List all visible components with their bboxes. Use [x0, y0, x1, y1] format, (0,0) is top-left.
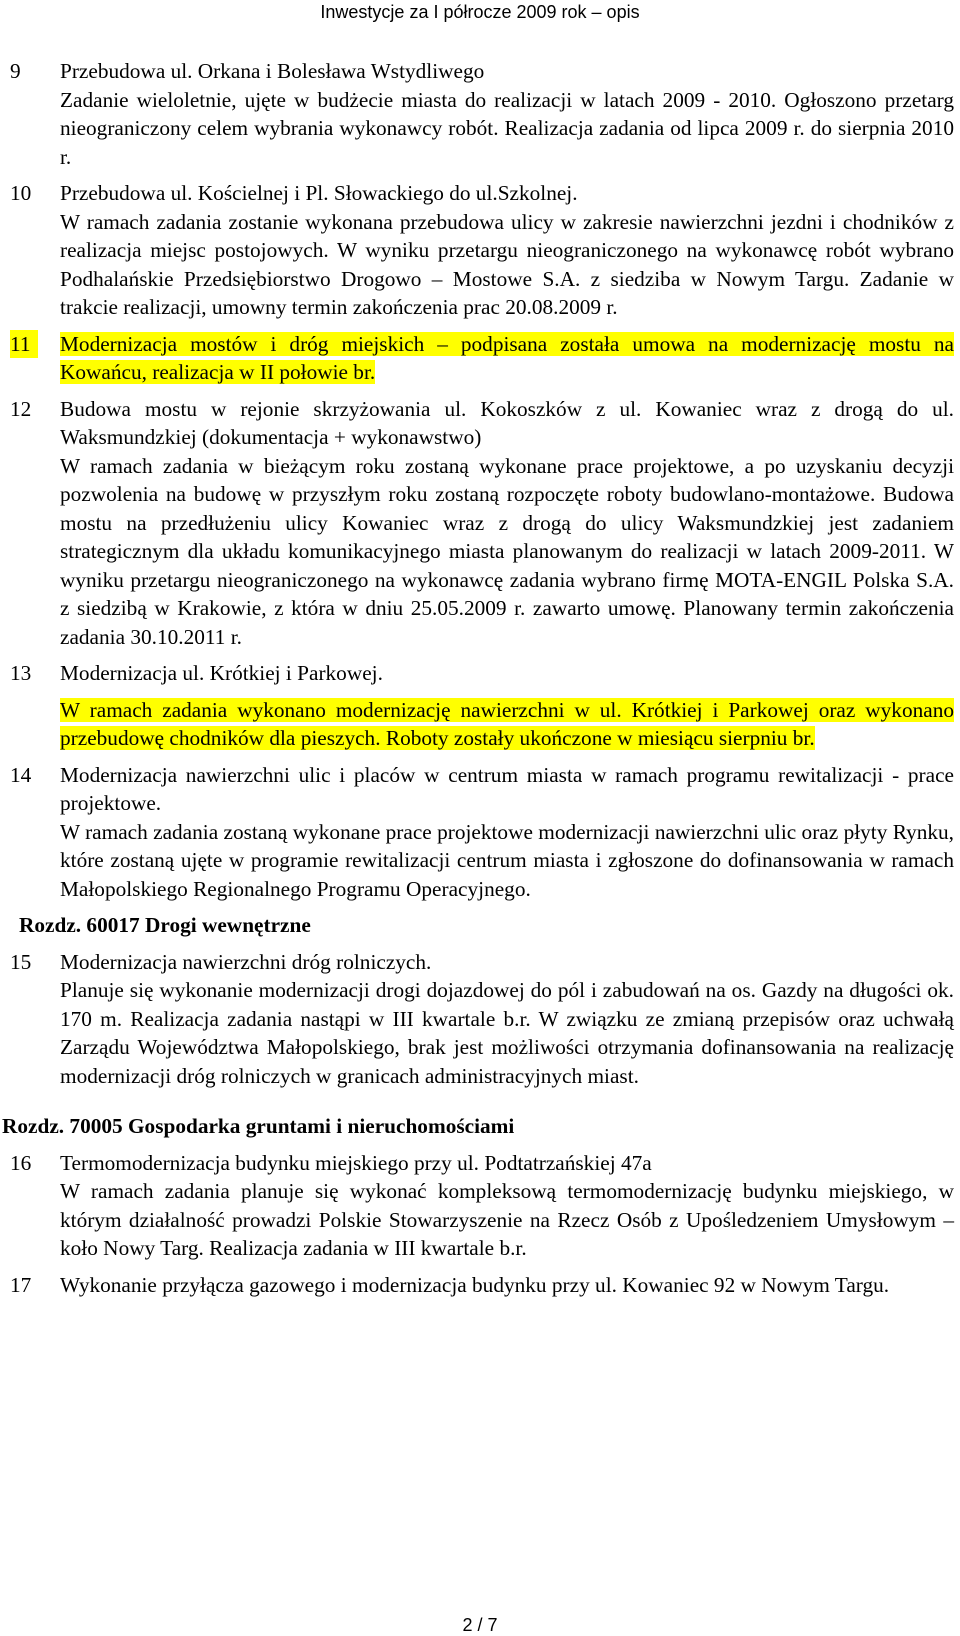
document-body	[2, 57, 954, 1299]
highlighted-item-text: W ramach zadania wykonano modernizację nawierzchni w ul. Krótkiej i Parkowej oraz wykonano przebudowę chodników dla pieszych. Roboty zostały ukończone w miesiącu sierpniu br.	[60, 697, 954, 750]
item-title: Modernizacja ul. Krótkiej i Parkowej.	[60, 661, 383, 685]
item-number: 11	[10, 330, 60, 387]
page-number: 2 / 7	[462, 1615, 498, 1635]
list-item	[10, 330, 954, 387]
section-heading: Rozdz. 60017 Drogi wewnętrzne	[19, 913, 311, 937]
list-item	[10, 948, 954, 1091]
list-item	[10, 1271, 954, 1300]
page-header: Inwestycje za I półrocze 2009 rok – opis	[320, 2, 640, 22]
item-description: W ramach zadania zostaną wykonane prace projektowe modernizacji nawierzchni ulic oraz płyty Rynku, które zostaną ujęte w programie rewitalizacji centrum miasta i zgłoszone do dofinansowania w ramach Małopolskiego Regionalnego Programu Operacyjnego.	[60, 819, 954, 901]
highlighted-item-text: Modernizacja mostów i dróg miejskich – podpisana została umowa na modernizację mostu na Kowańcu, realizacja w II połowie br.	[60, 331, 954, 384]
list-item	[10, 179, 954, 322]
item-number: 16	[10, 1150, 32, 1175]
item-title: Przebudowa ul. Kościelnej i Pl. Słowackiego do ul.Szkolnej.	[60, 181, 578, 205]
item-number: 13	[10, 661, 32, 685]
item-number: 14	[10, 762, 32, 787]
list-item	[10, 659, 954, 753]
list-item	[10, 57, 954, 171]
item-title: Termomodernizacja budynku miejskiego przy ul. Podtatrzańskiej 47a	[60, 1150, 652, 1175]
item-title: Modernizacja nawierzchni dróg rolniczych.	[60, 949, 432, 974]
item-title: Budowa mostu w rejonie skrzyżowania ul. Kokoszków z ul. Kowaniec wraz z drogą do ul. Waksmundzkiej (dokumentacja + wykonawstwo)	[60, 396, 954, 449]
item-number: 9	[10, 59, 21, 83]
item-description: W ramach zadania w bieżącym roku zostaną wykonane prace projektowe, a po uzyskaniu decyzji pozwolenia na budowę w przyszłym roku zostaną rozpoczęte roboty budowlano-montażowe. Budowa mostu na przedłużeniu ulicy Kowaniec wraz z drogą do ulicy Waksmundzkiej jest zadaniem strategicznym dla układu komunikacyjnego miasta planowanym do realizacji w latach 2009-2011. W wyniku przetargu nieograniczonego na wykonawcę zadania wybrano firmę MOTA-ENGIL Polska S.A. z siedzibą w Krakowie, z która w dniu 25.05.2009 r. zawarto umowę. Planowany termin zakończenia zadania 30.10.2011 r.	[60, 453, 954, 649]
item-title: Przebudowa ul. Orkana i Bolesława Wstydliwego	[60, 59, 485, 83]
item-number: 15	[10, 949, 32, 974]
item-description: W ramach zadania zostanie wykonana przebudowa ulicy w zakresie nawierzchni jezdni i chodników z realizacja miejsc postojowych. W wyniku przetargu nieograniczonego na wykonawcę robót wybrano Podhalańskie Przedsiębiorstwo Drogowo – Mostowe S.A. z siedziba w Nowym Targu. Zadanie w trakcie realizacji, umowny termin zakończenia prac 20.08.2009 r.	[60, 209, 954, 319]
section-heading: Rozdz. 70005 Gospodarka gruntami i nieruchomościami	[2, 1114, 515, 1138]
list-item	[10, 395, 954, 652]
item-number: 12	[10, 396, 32, 421]
item-number: 10	[10, 181, 32, 205]
list-item	[10, 761, 954, 904]
item-title: Modernizacja nawierzchni ulic i placów w centrum miasta w ramach programu rewitalizacji - prace projektowe.	[60, 762, 954, 815]
item-description: Zadanie wieloletnie, ujęte w budżecie miasta do realizacji w latach 2009 - 2010. Ogłoszono przetarg nieograniczony celem wybrania wykonawcy robót. Realizacja zadania od lipca 2009 r. do sierpnia 2010 r.	[60, 87, 954, 169]
item-title: Wykonanie przyłącza gazowego i modernizacja budynku przy ul. Kowaniec 92 w Nowym Targu.	[60, 1272, 890, 1297]
item-description: Planuje się wykonanie modernizacji drogi dojazdowej do pól i zabudowań na os. Gazdy na długości ok. 170 m. Realizacja zadania nastąpi w III kwartale b.r. W związku ze zmianą przepisów oraz uchwałą Zarządu Województwa Małopolskiego, brak jest możliwości otrzymania dofinansowania na realizację modernizacji dróg rolniczych w granicach administracyjnych miast.	[60, 978, 954, 1088]
item-description: W ramach zadania planuje się wykonać kompleksową termomodernizację budynku miejskiego, w którym działalność prowadzi Polskie Stowarzyszenie na Rzecz Osób z Upośledzeniem Umysłowym – koło Nowy Targ. Realizacja zadania w III kwartale b.r.	[60, 1179, 954, 1260]
list-item	[10, 1149, 954, 1263]
item-number: 17	[10, 1272, 32, 1297]
